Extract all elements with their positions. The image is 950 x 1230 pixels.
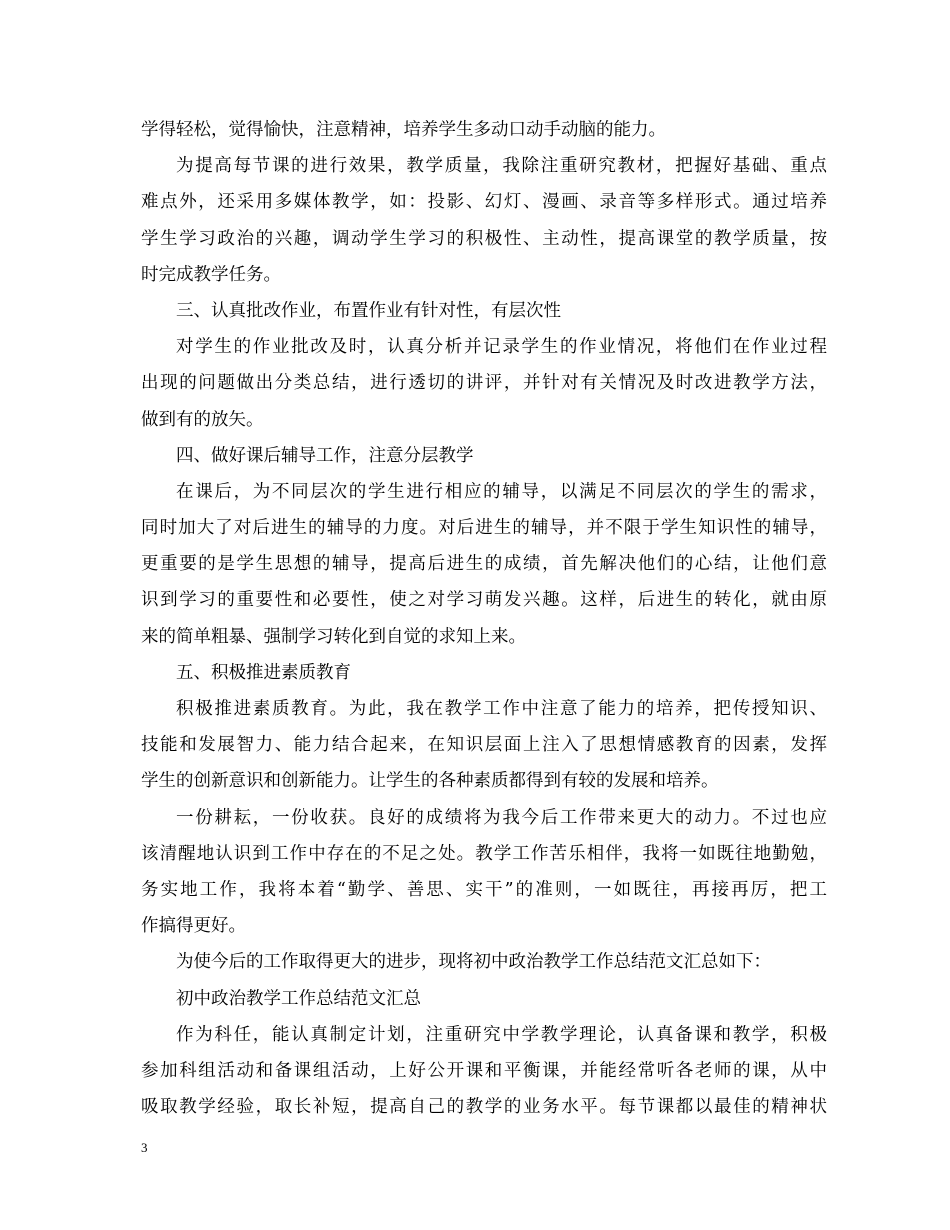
text-line: 一份耕耘，一份收获。良好的成绩将为我今后工作带来更大的动力。不过也应 <box>176 807 827 828</box>
text-line: 作为科任，能认真制定计划，注重研究中学教学理论，认真备课和教学，积极 <box>176 1024 827 1045</box>
text-line: 学生的创新意识和创新能力。让学生的各种素质都得到有较的发展和培养。 <box>141 771 719 792</box>
text-line: 积极推进素质教育。为此，我在教学工作中注意了能力的培养，把传授知识、 <box>176 699 827 719</box>
body-text <box>141 112 827 1125</box>
text-line: 作搞得更好。 <box>141 916 246 937</box>
page-number: 3 <box>141 1140 148 1155</box>
text-line: 学得轻松，觉得愉快，注意精神，培养学生多动口动手动脑的能力。 <box>141 120 666 140</box>
section-heading: 初中政治教学工作总结范文汇总 <box>176 988 421 1009</box>
text-line: 学生学习政治的兴趣，调动学生学习的积极性、主动性，提高课堂的教学质量，按 <box>141 228 827 249</box>
section-heading: 五、积极推进素质教育 <box>176 662 351 683</box>
text-line: 识到学习的重要性和必要性，使之对学习萌发兴趣。这样，后进生的转化，就由原 <box>141 590 827 611</box>
text-line: 对学生的作业批改及时，认真分析并记录学生的作业情况，将他们在作业过程 <box>176 337 827 358</box>
text-line: 为使今后的工作取得更大的进步，现将初中政治教学工作总结范文汇总如下： <box>176 952 771 973</box>
section-heading: 三、认真批改作业，布置作业有针对性，有层次性 <box>176 300 561 321</box>
text-line: 技能和发展智力、能力结合起来，在知识层面上注入了思想情感教育的因素，发挥 <box>141 735 827 756</box>
text-line: 参加科组活动和备课组活动，上好公开课和平衡课，并能经常听各老师的课，从中 <box>141 1060 827 1081</box>
text-line: 来的简单粗暴、强制学习转化到自觉的求知上来。 <box>141 626 526 647</box>
text-line: 吸取教学经验，取长补短，提高自己的教学的业务水平。每节课都以最佳的精神状 <box>141 1097 827 1118</box>
text-line: 务实地工作，我将本着“勤学、善思、实干”的准则，一如既往，再接再厉，把工 <box>141 879 827 900</box>
text-line: 更重要的是学生思想的辅导，提高后进生的成绩，首先解决他们的心结，让他们意 <box>141 554 827 575</box>
text-line: 在课后，为不同层次的学生进行相应的辅导，以满足不同层次的学生的需求， <box>176 481 827 502</box>
text-line: 难点外，还采用多媒体教学，如：投影、幻灯、漫画、录音等多样形式。通过培养 <box>141 192 827 213</box>
text-line: 该清醒地认识到工作中存在的不足之处。教学工作苦乐相伴，我将一如既往地勤勉， <box>141 843 827 864</box>
text-line: 为提高每节课的进行效果，教学质量，我除注重研究教材，把握好基础、重点 <box>176 156 827 177</box>
text-line: 出现的问题做出分类总结，进行透切的讲评，并针对有关情况及时改进教学方法， <box>141 373 827 394</box>
text-line: 同时加大了对后进生的辅导的力度。对后进生的辅导，并不限于学生知识性的辅导， <box>141 518 827 539</box>
section-heading: 四、做好课后辅导工作，注意分层教学 <box>176 445 474 466</box>
text-line: 时完成教学任务。 <box>141 264 281 285</box>
text-line: 做到有的放矢。 <box>141 409 264 430</box>
